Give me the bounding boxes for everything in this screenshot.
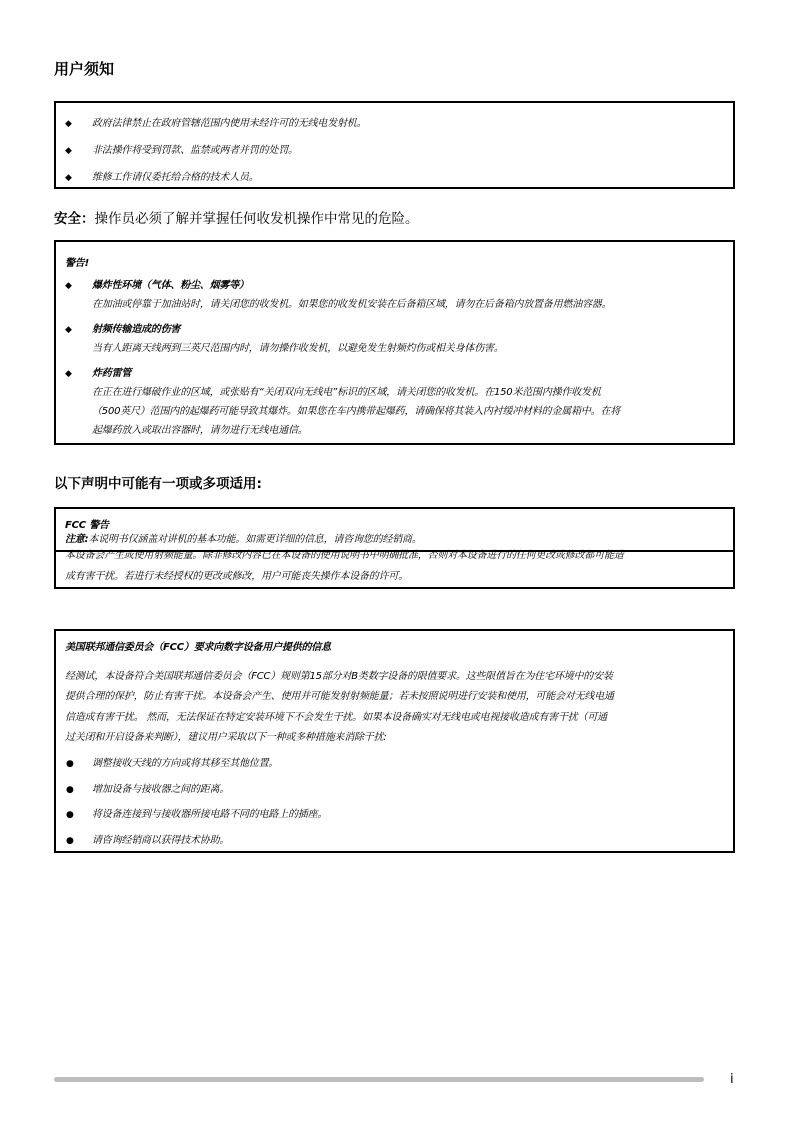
bullet-icon: ●: [66, 785, 74, 795]
list-item: ◆ 维修工作请仅委托给合格的技术人员。: [65, 172, 259, 183]
applies-heading: 以下声明中可能有一项或多项适用:: [54, 476, 262, 492]
fcc-note: 注意:本说明书仅涵盖对讲机的基本功能。如需更详细的信息，请咨询您的经销商。: [65, 534, 422, 545]
fcc-warning-box: [54, 507, 735, 589]
bullet-icon: ●: [66, 759, 74, 769]
fcc-info-box: 美国联邦通信委员会（FCC）要求向数字设备用户提供的信息 经测试，本设备符合美国联邦通信委员会（FCC）规则第15部分对B类数字设备的限值要求。这些限值旨在为住宅环境中的安装 提供合理的保护，防止有害干扰。本设备会产生、使用并可能发射射频能量；若未按照说明进行安装和使用，可能会对无线电通 信造成有害干扰。 然而，无法保证在特定安装环境下不会发生干扰。如果本设备确实对无线电或电视接收造成有害干扰（可通 过关闭和开启设备来判断），建议用户采取以下一种或多种措施来消除干扰: ● 调整接收天线的方向或将其移至其他位置。 ● 增加设备与接收器之间的距离。 ● 将设备连接到与接收器所接电路不同的电路上的插座。 ● 请咨询经销商以获得技术协助。: [54, 629, 735, 853]
bullet-icon: ●: [66, 836, 74, 846]
bullet-icon: ●: [66, 810, 74, 820]
fcc-warning-line: 本设备会产生或使用射频能量。除非修改内容已在本设备的使用说明书中明确批准，否则对本设备进行的任何更改或修改都可能造: [65, 550, 624, 561]
user-notice-title: 用户须知: [54, 60, 115, 78]
safety-statement: 安全：操作员必须了解并掌握任何收发机操作中常见的危险。: [54, 211, 419, 227]
list-item: ◆ 非法操作将受到罚款、监禁或两者并罚的处罚。: [65, 145, 298, 156]
bullet-icon: ◆: [65, 369, 72, 379]
paragraph-line: 经测试，本设备符合美国联邦通信委员会（FCC）规则第15部分对B类数字设备的限值要求。这些限值旨在为住宅环境中的安装: [65, 671, 613, 682]
bullet-icon: ◆: [65, 281, 72, 291]
warning-box: 警告! ◆ 爆炸性环境（气体、粉尘、烟雾等） 在加油或停靠于加油站时，请关闭您的收发机。如果您的收发机安装在后备箱区域，请勿在后备箱内放置备用燃油容器。 ◆ 射频传输造成的伤害 当有人距离天线两到三英尺范围内时，请勿操作收发机，以避免发生射频灼伤或相关身体伤害。 ◆ 炸药雷管 在正在进行爆破作业的区域，或张贴有“关闭双向无线电”标识的区域，请关闭您的收发机。在150米范围内操作收发机 （500英尺）范围内的起爆药可能导致其爆炸。如果您在车内携带起爆药，请确保将其装入内衬缓冲材料的金属箱中。在将 起爆药放入或取出容器时，请勿进行无线电通信。: [54, 240, 735, 445]
footer-rule: [54, 1077, 704, 1082]
page-number: i: [730, 1072, 734, 1087]
fcc-warning-line: 成有害干扰。若进行未经授权的更改或修改，用户可能丧失操作本设备的许可。: [65, 571, 408, 582]
paragraph-line: 提供合理的保护，防止有害干扰。本设备会产生、使用并可能发射射频能量；若未按照说明进行安装和使用，可能会对无线电通: [65, 691, 614, 702]
fcc-warning-title: FCC 警告: [65, 520, 109, 531]
fcc-info-title: 美国联邦通信委员会（FCC）要求向数字设备用户提供的信息: [65, 642, 331, 653]
bullet-icon: ◆: [65, 146, 72, 156]
bullet-icon: ◆: [65, 119, 72, 129]
list-item: ◆ 政府法律禁止在政府管辖范围内使用未经许可的无线电发射机。: [65, 118, 367, 129]
user-notice-box: [54, 101, 735, 189]
paragraph-line: 信造成有害干扰。 然而，无法保证在特定安装环境下不会发生干扰。如果本设备确实对无线电或电视接收造成有害干扰（可通: [65, 712, 607, 723]
bullet-icon: ◆: [65, 173, 72, 183]
warning-title: 警告!: [65, 258, 89, 269]
bullet-icon: ◆: [65, 325, 72, 335]
paragraph-line: 过关闭和开启设备来判断），建议用户采取以下一种或多种措施来消除干扰:: [65, 732, 387, 743]
